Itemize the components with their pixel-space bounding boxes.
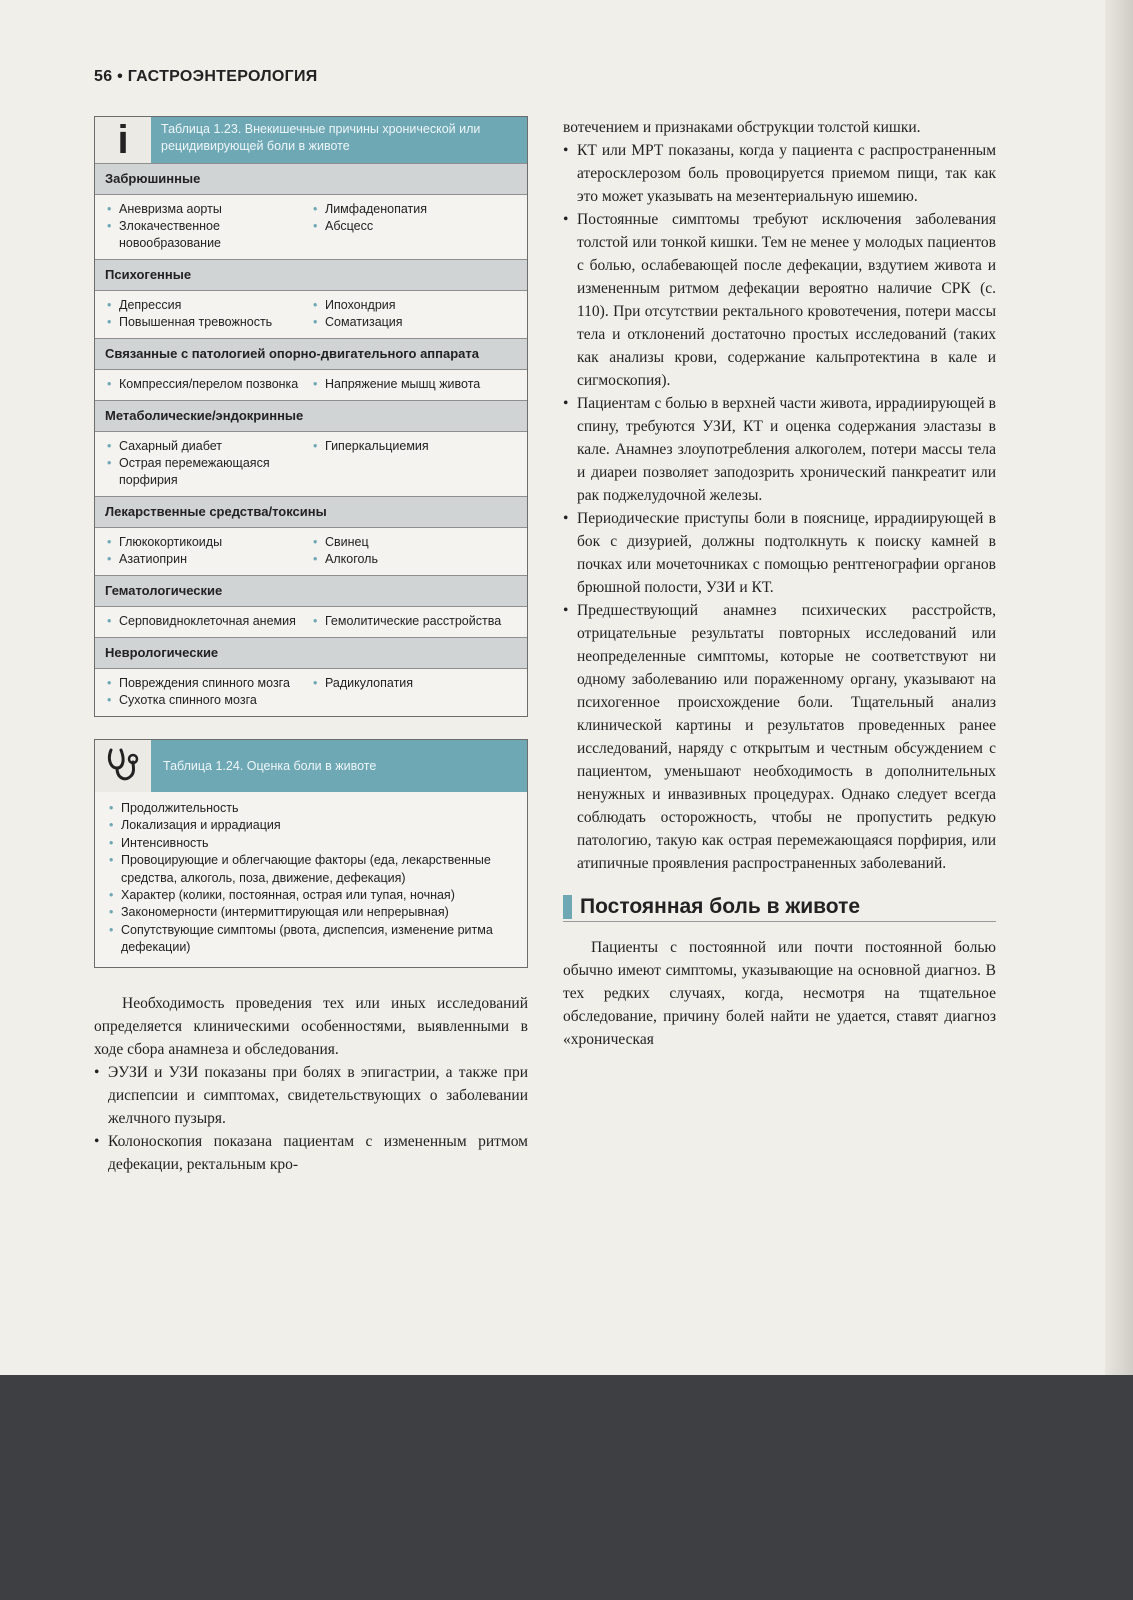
table-group-column	[105, 534, 311, 568]
table-group-column	[105, 297, 311, 331]
bullet-paragraph: • Постоянные симптомы требуют исключения заболевания толстой или тонкой кишки. Тем не менее у молодых пациентов с болью, ослабевающей после дефекации, вздутием живота и измененным ритмом дефекации вероятно наличие СРК (с. 110). При отсутствии ректального кровотечения, потери массы тела и отклонений достаточно простых исследований (таких как анализы крови, содержание кальпротектина в кале и сигмоскопия).	[563, 208, 996, 392]
intro-paragraph: Необходимость проведения тех или иных исследований определяется клиническими особенностями, выявленными в ходе сбора анамнеза и обследования.	[94, 994, 528, 1058]
table-1-23	[94, 116, 528, 717]
table-group-header: Психогенные	[95, 259, 527, 291]
table-item: • Гемолитические расстройства	[311, 613, 517, 630]
table-1-24	[94, 739, 528, 968]
table-1-24-title: Таблица 1.24. Оценка боли в животе	[163, 759, 377, 773]
table-group-column	[105, 376, 311, 393]
table-item: • Абсцесс	[311, 218, 517, 235]
table-item: • Острая перемежающаяся порфирия	[105, 455, 311, 489]
table-item: • Соматизация	[311, 314, 517, 331]
table-group-header: Забрюшинные	[95, 163, 527, 195]
table-group-header: Неврологические	[95, 637, 527, 669]
table-group-header: Гематологические	[95, 575, 527, 607]
table-item: • Компрессия/перелом позвонка	[105, 376, 311, 393]
right-bullet-list	[563, 139, 996, 875]
table-group-column	[105, 438, 311, 489]
section-title: Постоянная боль в животе	[580, 895, 861, 918]
table-1-24-header	[95, 740, 527, 792]
continuation-paragraph: вотечением и признаками обструкции толстой кишки.	[563, 119, 921, 136]
left-body-text	[94, 992, 528, 1176]
table-group-column	[105, 675, 311, 709]
table-1-23-groups	[95, 163, 527, 716]
table-item: • Лимфаденопатия	[311, 201, 517, 218]
assessment-item: • Сопутствующие симптомы (рвота, диспепсия, изменение ритма дефекации)	[107, 922, 515, 957]
table-item: • Гиперкальциемия	[311, 438, 517, 455]
bullet-paragraph: • Периодические приступы боли в пояснице, иррадиирующей в бок с дизурией, должны подтолкнуть к поиску камней в почках или мочеточниках с помощью рентгенографии органов брюшной полости, УЗИ и КТ.	[563, 507, 996, 599]
table-item: • Напряжение мышц живота	[311, 376, 517, 393]
table-item: • Свинец	[311, 534, 517, 551]
table-1-24-list	[95, 792, 527, 967]
section-marker	[563, 895, 572, 919]
info-icon: i	[95, 117, 151, 163]
table-group-column	[311, 297, 517, 331]
table-item: • Глюкокортикоиды	[105, 534, 311, 551]
bullet-paragraph: • КТ или МРТ показаны, когда у пациента с распространенным атеросклерозом боль провоцируется приемом пищи, так как это может указывать на мезентериальную ишемию.	[563, 139, 996, 208]
assessment-item: • Интенсивность	[107, 835, 515, 852]
table-item: • Повреждения спинного мозга	[105, 675, 311, 692]
table-item: • Сухотка спинного мозга	[105, 692, 311, 709]
table-item: • Злокачественное новообразование	[105, 218, 311, 252]
table-group-body	[95, 370, 527, 400]
assessment-item: • Продолжительность	[107, 800, 515, 817]
assessment-item: • Характер (колики, постоянная, острая или тупая, ночная)	[107, 887, 515, 904]
page-edge	[1105, 0, 1133, 1375]
assessment-item: • Локализация и иррадиация	[107, 817, 515, 834]
table-1-23-title: Таблица 1.23. Внекишечные причины хронической или рецидивирующей боли в животе	[161, 122, 481, 153]
table-group-column	[311, 613, 517, 630]
table-group-body	[95, 291, 527, 338]
bullet-paragraph: • ЭУЗИ и УЗИ показаны при болях в эпигастрии, а также при диспепсии и симптомах, свидетельствующих о заболевании желчного пузыря.	[94, 1061, 528, 1130]
table-item: • Ипохондрия	[311, 297, 517, 314]
table-group-column	[311, 438, 517, 489]
table-group-column	[311, 376, 517, 393]
assessment-item: • Закономерности (интермиттирующая или непрерывная)	[107, 904, 515, 921]
table-group-column	[311, 534, 517, 568]
table-1-23-header	[95, 117, 527, 163]
table-group-column	[105, 201, 311, 252]
running-head: 56 • ГАСТРОЭНТЕРОЛОГИЯ	[94, 68, 318, 85]
table-item: • Алкоголь	[311, 551, 517, 568]
right-column	[563, 116, 996, 1051]
table-group-column	[311, 201, 517, 252]
table-item: • Азатиоприн	[105, 551, 311, 568]
stethoscope-icon	[95, 740, 151, 792]
assessment-item: • Провоцирующие и облегчающие факторы (еда, лекарственные средства, алкоголь, поза, движение, дефекация)	[107, 852, 515, 887]
bullet-paragraph: • Колоноскопия показана пациентам с измененным ритмом дефекации, ректальным кро-	[94, 1130, 528, 1176]
table-group-column	[311, 675, 517, 709]
scanner-background	[0, 1375, 1133, 1600]
table-group-column	[105, 613, 311, 630]
table-item: • Аневризма аорты	[105, 201, 311, 218]
bullet-paragraph: • Предшествующий анамнез психических расстройств, отрицательные результаты повторных исследований или неопределенные симптомы, которые не соответствуют ни одному заболеванию или пораженному органу, указывают на психогенное происхождение боли. Тщательный анализ клинической картины и результатов проведенных ранее исследований, наряду с открытым и честным обсуждением с пациентом, уменьшают необходимость в дополнительных ненужных и инвазивных процедурах. Однако следует всегда соблюдать осторожность, чтобы не пропустить редкую патологию, такую как острая перемежающаяся порфирия, или атипичные проявления распространенных заболеваний.	[563, 599, 996, 875]
table-item: • Серповидноклеточная анемия	[105, 613, 311, 630]
table-group-header: Метаболические/эндокринные	[95, 400, 527, 432]
section-heading	[563, 895, 996, 922]
section-paragraph: Пациенты с постоянной или почти постоянной болью обычно имеют симптомы, указывающие на основной диагноз. В тех редких случаях, когда, несмотря на тщательное обследование, причину болей найти не удается, ставят диагноз «хроническая	[563, 939, 996, 1048]
table-item: • Сахарный диабет	[105, 438, 311, 455]
table-item: • Радикулопатия	[311, 675, 517, 692]
table-item: • Депрессия	[105, 297, 311, 314]
table-group-header: Связанные с патологией опорно-двигательного аппарата	[95, 338, 527, 370]
bullet-paragraph: • Пациентам с болью в верхней части живота, иррадиирующей в спину, требуются УЗИ, КТ и оценка содержания эластазы в кале. Анамнез злоупотребления алкоголем, потери массы тела и диареи позволяет заподозрить хронический панкреатит или рак поджелудочной железы.	[563, 392, 996, 507]
table-group-header: Лекарственные средства/токсины	[95, 496, 527, 528]
table-group-body	[95, 669, 527, 716]
table-group-body	[95, 432, 527, 496]
table-group-body	[95, 528, 527, 575]
table-group-body	[95, 195, 527, 259]
table-group-body	[95, 607, 527, 637]
left-bullet-list	[94, 1061, 528, 1176]
table-item: • Повышенная тревожность	[105, 314, 311, 331]
left-column	[94, 116, 528, 1176]
